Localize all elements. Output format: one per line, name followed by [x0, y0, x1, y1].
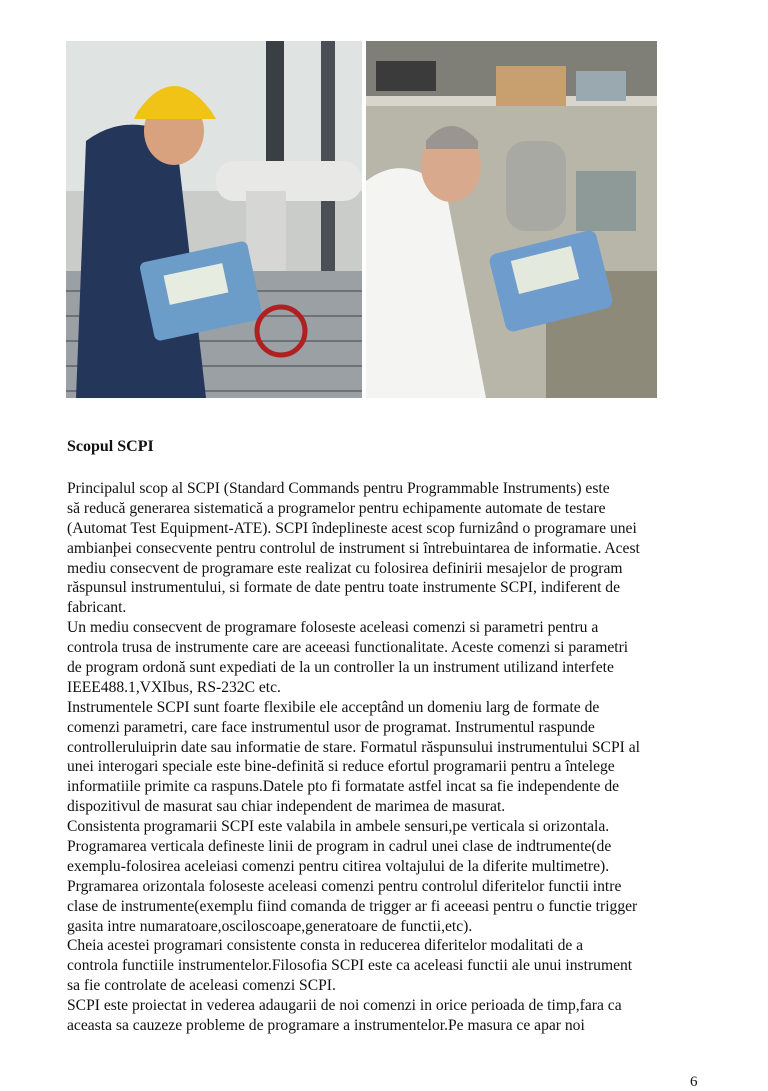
text-line: Prgramarea orizontala foloseste aceleasi comenzi pentru controlul diferitelor functii intre	[67, 877, 622, 895]
text-line: SCPI este proiectat in vederea adaugarii de noi comenzi in orice perioada de timp,fara ca	[67, 997, 622, 1015]
page-number: 6	[690, 1074, 698, 1090]
text-line: sa fie controlate de aceleasi comenzi SCPI.	[67, 977, 336, 995]
text-line: mediu consecvent de programare este realizat cu folosirea definirii mesajelor de program	[67, 559, 623, 577]
text-line: informatiile primite ca raspuns.Datele pto fi formatate astfel incat sa fie independente de	[67, 778, 620, 796]
photo-lab-technician	[366, 41, 657, 398]
text-line: ambianþei consecvente pentru controlul de instrument si întrebuintarea de informatie. Acest	[67, 539, 640, 557]
text-line: IEEE488.1,VXIbus, RS-232C etc.	[67, 678, 281, 696]
text-line: dispozitivul de masurat sau chiar independent de marimea de masurat.	[67, 798, 506, 816]
section-heading: Scopul SCPI	[67, 438, 154, 455]
text-line: fabricant.	[67, 599, 127, 617]
text-line: Un mediu consecvent de programare foloseste aceleasi comenzi si parametri pentru a	[67, 619, 599, 637]
text-line: Instrumentele SCPI sunt foarte flexibile ele acceptând un domeniu larg de formate de	[67, 698, 600, 716]
text-line: Programarea verticala defineste linii de program in cadrul unei clase de indtrumente(de	[67, 838, 612, 856]
text-line: Consistenta programarii SCPI este valabila in ambele sensuri,pe verticala si orizontala.	[67, 818, 610, 836]
text-line: clase de instrumente(exemplu fiind comanda de trigger ar fi aceeasi pentru o functie trigger	[67, 897, 638, 915]
text-line: răspunsul instrumentului, si formate de date pentru toate instrumente SCPI, indiferent de	[67, 579, 621, 597]
text-line: controla functiile instrumentelor.Filosofia SCPI este ca aceleasi functii ale unui instrument	[67, 957, 633, 975]
text-line: comenzi parametri, care face instrumentul usor de programat. Instrumentul raspunde	[67, 718, 595, 736]
photo-field-technician	[66, 41, 362, 398]
text-line: controlleruluiprin date sau informatie de stare. Formatul răspunsului instrumentului SCPI al	[67, 738, 640, 756]
text-line: Cheia acestei programari consistente consta in reducerea diferitelor modalitati de a	[67, 937, 584, 955]
text-line: să reducă generarea sistematică a programelor pentru echipamente automate de testare	[67, 499, 606, 517]
text-line: unei interogari speciale este bine-definită si reduce efortul programarii pentru a întelege	[67, 758, 615, 776]
text-line: controla trusa de instrumente care are aceeasi functionalitate. Aceste comenzi si parametri	[67, 639, 629, 657]
text-line: de program ordonă sunt expediati de la un controller la un instrument utilizand interfete	[67, 659, 614, 677]
text-line: exemplu-folosirea aceleiasi comenzi pentru citirea voltajului de la diferite multimetre).	[67, 857, 610, 875]
text-line: Principalul scop al SCPI (Standard Commands pentru Programmable Instruments) este	[67, 480, 610, 497]
body-text	[67, 479, 707, 1036]
text-line: aceasta sa cauzeze probleme de programare a instrumentelor.Pe masura ce apar noi	[67, 1017, 585, 1035]
text-line: gasita intre numaratoare,osciloscoape,generatoare de functii,etc).	[67, 917, 473, 935]
text-line: (Automat Test Equipment-ATE). SCPI îndeplineste acest scop furnizând o programare unei	[67, 519, 637, 537]
